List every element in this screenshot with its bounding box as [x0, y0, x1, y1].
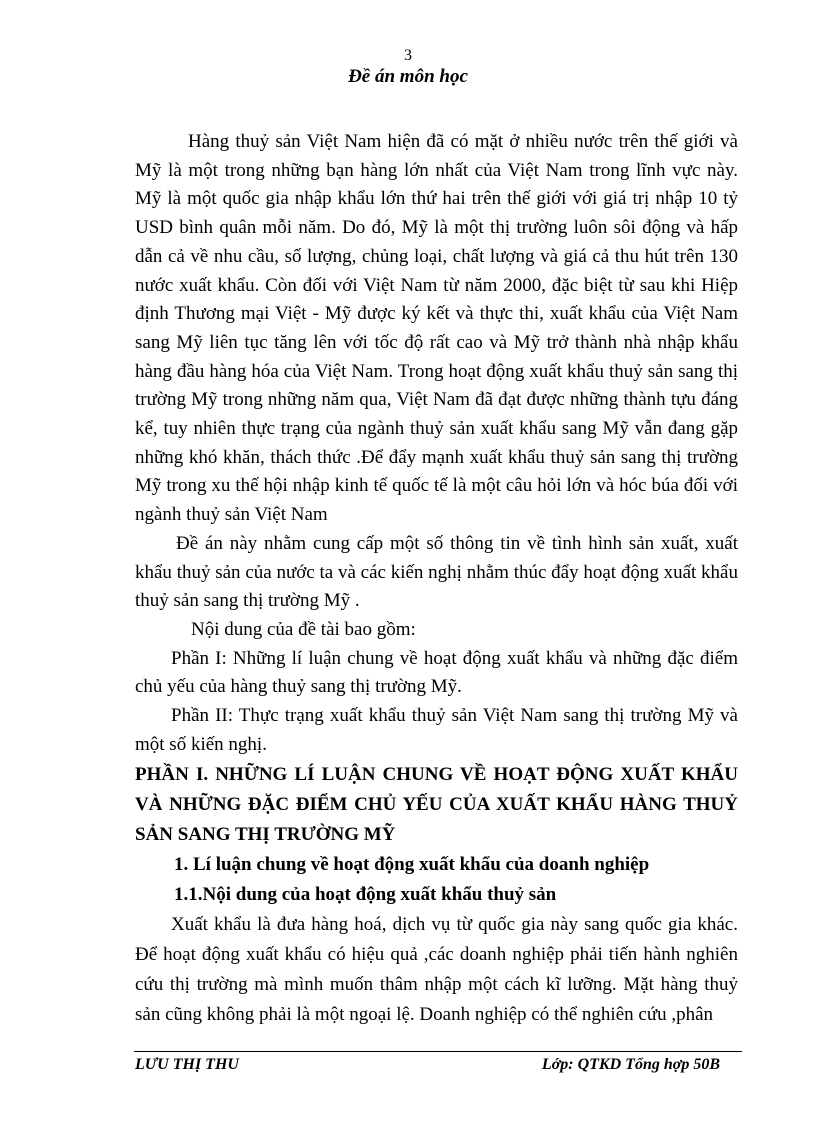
- section-heading: 1. Lí luận chung về hoạt động xuất khẩu của doanh nghiệp: [174, 854, 650, 876]
- header-title: Đề án môn học: [348, 66, 468, 87]
- intro-paragraph: Hàng thuỷ sản Việt Nam hiện đã có mặt ở nhiều nước trên thế giới và Mỹ là một trong những bạn hàng lớn nhất của Việt Nam trong lĩnh vực này. Mỹ là một quốc gia nhập khẩu lớn thứ hai trên thế giới với giá trị nhập 10 tỷ USD bình quân mỗi năm. Do đó, Mỹ là một thị trường luôn sôi động và hấp dẫn cả về nhu cầu, số lượng, chủng loại, chất lượng và giá cả thu hút trên 130 nước xuất khẩu. Còn đối với Việt Nam từ năm 2000, đặc biệt từ sau khi Hiệp định Thương mại Việt - Mỹ được ký kết và thực thi, xuất khẩu của Việt Nam sang Mỹ liên tục tăng lên với tốc độ rất cao và Mỹ trở thành nhà nhập khẩu hàng đầu hàng hóa của Việt Nam. Trong hoạt động xuất khẩu thuỷ sản sang thị trường Mỹ trong những năm qua, Việt Nam đã đạt được những thành tựu đáng kể, tuy nhiên thực trạng của ngành thuỷ sản xuất khẩu sang Mỹ vẫn đang gặp những khó khăn, thách thức .Để đẩy mạnh xuất khẩu thuỷ sản sang thị trường Mỹ trong xu thế hội nhập kinh tế quốc tế là một câu hỏi lớn và hóc búa đối với ngành thuỷ sản Việt Nam: [135, 131, 738, 526]
- contents-intro: Nội dung của đề tài bao gồm:: [191, 618, 416, 640]
- page-number: 3: [404, 47, 412, 64]
- purpose-paragraph: Đề án này nhằm cung cấp một số thông tin về tình hình sản xuất, xuất khẩu thuỷ sản của nước ta và các kiến nghị nhằm thúc đẩy hoạt động xuất khẩu thuỷ sản sang thị trường Mỹ .: [135, 532, 738, 612]
- footer-class: Lớp: QTKD Tổng hợp 50B: [541, 1056, 720, 1073]
- part-one-summary: Phần I: Những lí luận chung về hoạt động xuất khẩu và những đặc điểm chủ yếu của hàng thuỷ sang thị trường Mỹ.: [135, 647, 738, 698]
- part-two-summary: Phần II: Thực trạng xuất khẩu thuỷ sản Việt Nam sang thị trường Mỹ và một số kiến nghị.: [135, 705, 738, 755]
- part-heading: PHẦN I. NHỮNG LÍ LUẬN CHUNG VỀ HOẠT ĐỘNG XUẤT KHẨU VÀ NHỮNG ĐẶC ĐIỂM CHỦ YẾU CỦA XUẤT KHẨU HÀNG THUỶ SẢN SANG THỊ TRƯỜNG MỸ: [135, 764, 738, 846]
- subsection-heading: 1.1.Nội dung của hoạt động xuất khẩu thuỷ sản: [174, 884, 557, 906]
- body-paragraph: Xuất khẩu là đưa hàng hoá, dịch vụ từ quốc gia này sang quốc gia khác. Để hoạt động xuất khẩu có hiệu quả ,các doanh nghiệp phải tiến hành nghiên cứu thị trường mà mình muốn thâm nhập một cách kĩ lưỡng. Mặt hàng thuỷ sản cũng không phải là một ngoại lệ. Doanh nghiệp có thể nghiên cứu ,phân: [135, 914, 738, 1026]
- footer-rule: [134, 1051, 742, 1052]
- introduction: [135, 128, 738, 759]
- footer-author: LƯU THỊ THU: [135, 1056, 239, 1073]
- page-content: [135, 128, 738, 1030]
